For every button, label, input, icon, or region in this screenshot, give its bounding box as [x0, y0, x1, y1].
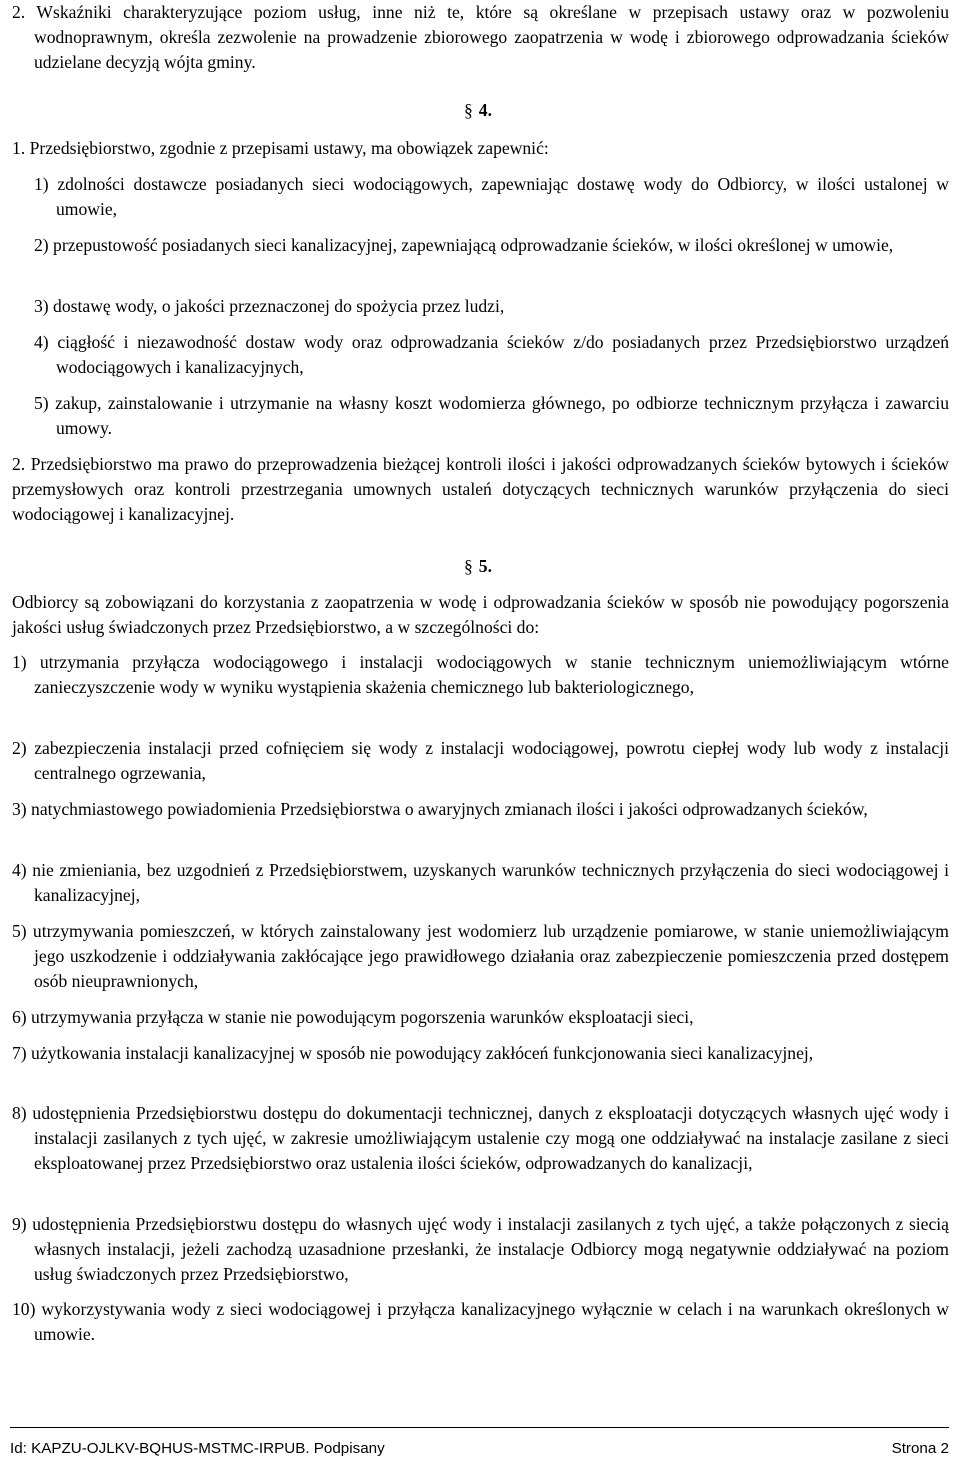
list-item: 8) udostępnienia Przedsiębiorstwu dostępu do dokumentacji technicznej, danych z eksploatacji dotyczących własnych ujęć wody i instalacji zasilanych z tych ujęć, w zakresie umożliwiającym ustalenie czy mogą one oddziaływać na instalacje zasilane z sieci eksploatowanej przez Przedsiębiorstwo oraz ustalenia ilości ścieków, odprowadzanych do kanalizacji,	[12, 1103, 949, 1173]
section-5-list-item-8	[12, 1101, 949, 1176]
list-item: 4) nie zmieniania, bez uzgodnień z Przedsiębiorstwem, uzyskanych warunków technicznych przyłączenia do sieci wodociągowej i kanalizacyjnej,	[12, 860, 949, 905]
paragraph-text: 2. Przedsiębiorstwo ma prawo do przeprowadzenia bieżącej kontroli ilości i jakości odprowadzanych ścieków bytowych i ścieków przemysłowych oraz kontroli przestrzegania umownych ustaleń dotyczących technicznych warunków przyłączenia do sieci wodociągowej i kanalizacyjnej.	[12, 454, 949, 524]
section-5-list-item-1	[12, 650, 949, 700]
section-5-list-item-7	[12, 1041, 949, 1066]
list-item: 7) użytkowania instalacji kanalizacyjnej w sposób nie powodujący zakłóceń funkcjonowania sieci kanalizacyjnej,	[12, 1043, 814, 1063]
list-item: 5) zakup, zainstalowanie i utrzymanie na własny koszt wodomierza głównego, po odbiorze technicznym przyłącza i zawarciu umowy.	[34, 393, 949, 438]
section-5-intro	[12, 590, 949, 640]
list-item: 9) udostępnienia Przedsiębiorstwu dostępu do własnych ujęć wody i instalacji zasilanych z tych ujęć, a także połączonych z siecią własnych instalacji, jeżeli zachodzą uzasadnione przesłanki, że instalacje Odbiorcy mogą negatywnie oddziaływać na poziom usług świadczonych przez Przedsiębiorstwo,	[12, 1214, 949, 1284]
section-4-paragraph-2	[12, 452, 949, 527]
list-item: 1) utrzymania przyłącza wodociągowego i instalacji wodociągowych w stanie technicznym uniemożliwiającym wtórne zanieczyszczenie wody w wyniku wystąpienia skażenia chemicznego lub bakteriologicznego,	[12, 652, 949, 697]
section-5-list-item-6	[12, 1005, 949, 1030]
list-item: 6) utrzymywania przyłącza w stanie nie powodującym pogorszenia warunków eksploatacji sieci,	[12, 1007, 694, 1027]
list-item: 5) utrzymywania pomieszczeń, w których zainstalowany jest wodomierz lub urządzenie pomiarowe, w stanie uniemożliwiającym jego uszkodzenie i oddziaływania zakłócające jego prawidłowego działania oraz zabezpieczenie pomieszczenia przed dostępem osób nieuprawnionych,	[12, 921, 949, 991]
list-item: 1) zdolności dostawcze posiadanych sieci wodociągowych, zapewniając dostawę wody do Odbiorcy, w ilości ustalonej w umowie,	[34, 174, 949, 219]
paragraph-3-2	[12, 0, 949, 75]
page-number: Strona 2	[891, 1440, 949, 1457]
paragraph-text: Odbiorcy są zobowiązani do korzystania z zaopatrzenia w wodę i odprowadzania ścieków w sposób nie powodujący pogorszenia jakości usług świadczonych przez Przedsiębiorstwo, a w szczególności do:	[12, 592, 949, 637]
list-item: 3) natychmiastowego powiadomienia Przedsiębiorstwa o awaryjnych zmianach ilości i jakości odprowadzanych ścieków,	[12, 799, 868, 819]
section-5-list-item-4	[12, 858, 949, 908]
section-5-list-item-10	[12, 1297, 949, 1347]
list-item: 3) dostawę wody, o jakości przeznaczonej do spożycia przez ludzi,	[34, 296, 505, 316]
section-4-list-item-1	[34, 172, 949, 222]
section-5-list-item-9	[12, 1212, 949, 1287]
section-5-list-item-2	[12, 736, 949, 786]
section-5-list-item-5	[12, 919, 949, 994]
section-number: 5.	[478, 556, 492, 576]
section-number: 4.	[478, 100, 492, 120]
list-item: 4) ciągłość i niezawodność dostaw wody oraz odprowadzania ścieków z/do posiadanych przez Przedsiębiorstwo urządzeń wodociągowych i kanalizacyjnych,	[34, 332, 949, 377]
list-item: 2) przepustowość posiadanych sieci kanalizacyjnej, zapewniającą odprowadzanie ścieków, w ilości określonej w umowie,	[34, 235, 894, 255]
page-footer	[10, 1427, 949, 1461]
section-5-list-item-3	[12, 797, 949, 822]
paragraph-text: 2. Wskaźniki charakteryzujące poziom usług, inne niż te, które są określane w przepisach ustawy oraz w pozwoleniu wodnoprawnym, określa zezwolenie na prowadzenie zbiorowego zaopatrzenia w wodę i zbiorowego odprowadzania ścieków udzielane decyzją wójta gminy.	[12, 2, 949, 72]
section-4-list-item-3	[34, 294, 949, 319]
paragraph-text: 1. Przedsiębiorstwo, zgodnie z przepisami ustawy, ma obowiązek zapewnić:	[12, 138, 549, 158]
section-4-title	[464, 98, 492, 123]
section-4-list-item-4	[34, 330, 949, 380]
section-symbol: §	[464, 556, 473, 576]
list-item: 10) wykorzystywania wody z sieci wodociągowej i przyłącza kanalizacyjnego wyłącznie w celach i na warunkach określonych w umowie.	[12, 1299, 949, 1344]
section-4-intro	[12, 136, 949, 161]
section-symbol: §	[464, 100, 473, 120]
document-id: Id: KAPZU-OJLKV-BQHUS-MSTMC-IRPUB. Podpisany	[10, 1440, 385, 1457]
section-4-list-item-5	[34, 391, 949, 441]
section-5-title	[464, 554, 492, 579]
list-item: 2) zabezpieczenia instalacji przed cofnięciem się wody z instalacji wodociągowej, powrotu ciepłej wody lub wody z instalacji centralnego ogrzewania,	[12, 738, 949, 783]
section-4-list-item-2	[34, 233, 949, 258]
